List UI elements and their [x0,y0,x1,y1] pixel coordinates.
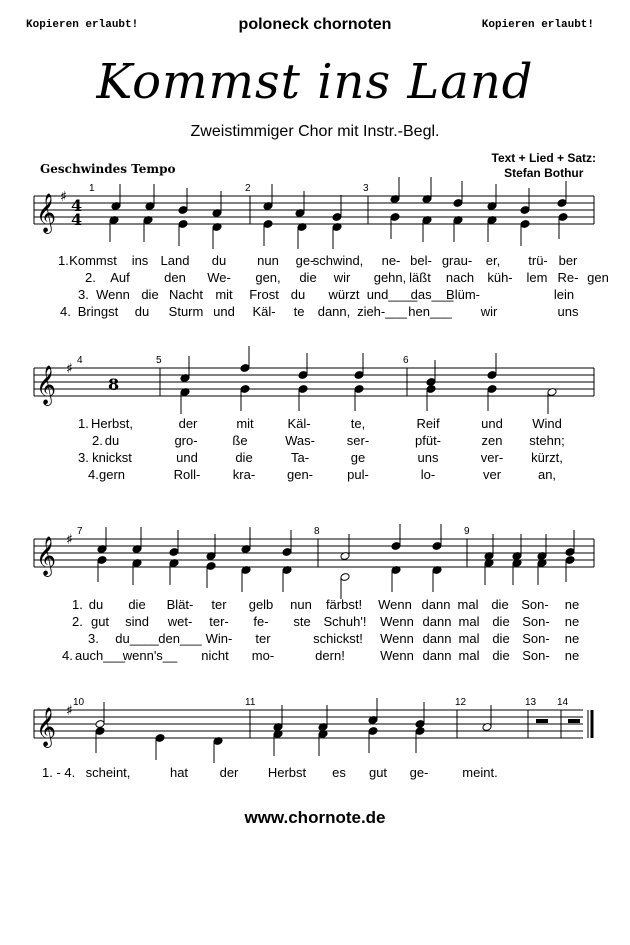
lyric-syllable: die [299,270,317,285]
lyric-syllable: gehn, [373,270,407,285]
publisher-name: poloneck chornoten [238,16,392,33]
verse-number: 2. [85,270,96,285]
lyric-syllable: dann, [317,304,351,319]
song-title: Kommst ins Land [96,54,534,110]
verse-number: 4. [62,648,73,663]
sharp-icon: ♯ [60,189,67,205]
verse-number: 3. [88,631,99,646]
lyric-syllable: Herbst [267,765,307,780]
time-signature-top: 4 [71,196,83,215]
lyric-syllable: pul- [347,467,369,482]
lyric-syllable: färbst! [325,597,363,612]
lyric-syllable: ter- [209,614,229,629]
lyric-syllable: nicht [201,648,229,663]
sharp-icon: ♯ [66,532,73,548]
lyric-syllable: gern [98,467,126,482]
lyric-syllable: dann [422,631,452,646]
lyric-syllable: hat [169,765,189,780]
lyric-syllable: ne- [381,253,401,268]
lyric-line [0,597,630,613]
verse-number: 4. [88,467,99,482]
lyric-syllable: ber [558,253,578,268]
lyric-syllable: mal [458,614,480,629]
lyric-syllable: du [88,597,104,612]
lyric-syllable: dann [421,597,451,612]
lyric-syllable: dern! [315,648,345,663]
lyric-syllable: Wenn [380,648,414,663]
lyric-syllable: gro- [174,433,198,448]
lyric-line [0,648,630,664]
treble-clef-icon: 𝄞 [36,536,57,576]
lyric-syllable: hen___ [408,304,452,319]
lyric-syllable: te, [350,416,366,431]
sharp-icon: ♯ [66,703,73,719]
lyric-syllable: Son- [522,631,550,646]
lyric-syllable: die [492,648,510,663]
lyric-syllable: Wenn [378,597,412,612]
lyric-syllable: ge- [409,765,429,780]
lyric-syllable: und____ [366,287,418,302]
lyric-line [0,416,630,432]
lyric-syllable: gut [90,614,110,629]
lyric-syllable: Sturm [168,304,204,319]
lyric-line [0,270,630,286]
lyric-syllable: Wenn [380,614,414,629]
treble-clef-icon: 𝄞 [36,365,57,405]
bar-number: 9 [464,526,470,537]
lyric-syllable: den [164,270,186,285]
bar-number: 7 [77,526,83,537]
lyric-syllable: und [481,416,503,431]
lyric-syllable: ge [350,450,366,465]
lyric-syllable: lo- [420,467,436,482]
lyric-syllable: wir [480,304,498,319]
lyric-syllable: Wind [532,416,562,431]
lyric-syllable: nun [257,253,279,268]
lyric-line [0,253,630,269]
lyric-syllable: mo- [251,648,275,663]
lyric-syllable: te [293,304,305,319]
lyric-line [0,304,630,320]
lyric-syllable: Son- [521,597,549,612]
lyric-syllable: mal [458,631,480,646]
lyric-syllable: die [235,450,253,465]
treble-clef-icon: 𝄞 [36,193,57,233]
credit-line-2: Stefan Bothur [504,166,584,180]
lyric-syllable: schickst! [313,631,363,646]
lyric-syllable: lein [553,287,575,302]
lyric-syllable: gut [368,765,388,780]
lyric-syllable: du [104,433,120,448]
lyric-syllable: Land [160,253,190,268]
lyric-syllable: die [491,597,509,612]
lyric-syllable: knickst [92,450,132,465]
lyric-syllable: wenn's__ [122,648,178,663]
bar-number: 13 [525,697,537,708]
lyric-syllable: lem [526,270,548,285]
credit-line-1: Text + Lied + Satz: [491,151,596,165]
lyric-syllable: die [141,287,159,302]
bar-number: 1 [89,183,95,194]
lyric-syllable: scheint, [85,765,131,780]
lyric-syllable: ste [293,614,311,629]
lyric-syllable: gen- [286,467,314,482]
lyric-syllable: wet- [167,614,193,629]
bar-number: 5 [156,355,162,366]
lyric-syllable: Blät- [166,597,194,612]
lyric-syllable: Bringst [77,304,119,319]
bar-number: 2 [245,183,251,194]
lyric-syllable: Win- [205,631,233,646]
bar-number: 3 [363,183,369,194]
song-subtitle: Zweistimmiger Chor mit Instr.-Begl. [190,123,440,140]
lyric-syllable: die [128,597,146,612]
lyric-syllable: gelb [248,597,274,612]
lyric-syllable: würzt [328,287,360,302]
treble-clef-icon: 𝄞 [36,707,57,747]
lyric-syllable: das___ [410,287,454,302]
lyric-syllable: kürzt, [531,450,563,465]
lyric-syllable: läßt [409,270,431,285]
lyric-syllable: wir [333,270,351,285]
whole-rest-icon [536,719,548,723]
lyric-syllable: Schuh'! [323,614,367,629]
copy-permitted-right: Kopieren erlaubt! [481,19,594,31]
lyric-syllable: gen, [255,270,281,285]
lyric-syllable: ne [564,648,580,663]
lyric-syllable: ver [482,467,502,482]
lyric-syllable: ge- [295,253,315,268]
bar-number: 8 [314,526,320,537]
tempo-marking: Geschwindes Tempo [40,162,176,176]
lyric-syllable: Käl- [252,304,276,319]
lyric-syllable: ne [564,614,580,629]
lyric-syllable: mal [458,648,480,663]
lyric-syllable: Kommst [69,253,117,268]
lyric-syllable: den___ [158,631,202,646]
lyric-syllable: mit [236,416,254,431]
verse-number: 1. - 4. [42,765,76,780]
lyric-line [0,450,630,466]
lyric-syllable: du____ [115,631,159,646]
lyric-syllable: kra- [232,467,256,482]
lyric-syllable: Roll- [173,467,201,482]
verse-number: 4. [60,304,71,319]
lyric-syllable: es [332,765,346,780]
lyric-syllable: Re- [557,270,579,285]
lyric-syllable: Frost [249,287,279,302]
verse-number: 3. [78,287,89,302]
lyric-syllable: dann [422,614,452,629]
lyric-line [0,765,630,781]
lyric-syllable: der [219,765,239,780]
bar-number: 12 [455,697,467,708]
lyric-syllable: nach [445,270,475,285]
measure-count-icon: 8 [108,375,120,394]
lyric-syllable: Blüm- [446,287,480,302]
lyric-syllable: pfüt- [414,433,442,448]
lyric-syllable: gen [587,270,609,285]
lyric-syllable: küh- [487,270,513,285]
lyric-syllable: uns [557,304,579,319]
lyric-line [0,614,630,630]
lyric-syllable: ne [564,631,580,646]
verse-number: 2. [92,433,103,448]
lyric-syllable: Auf [110,270,130,285]
lyric-syllable: mal [457,597,479,612]
bar-number: 11 [245,697,256,708]
lyric-syllable: bel- [410,253,432,268]
lyric-syllable: schwind, [312,253,364,268]
bar-number: 4 [77,355,83,366]
lyric-syllable: Nacht [169,287,203,302]
lyric-syllable: die [492,631,510,646]
lyric-syllable: und [213,304,235,319]
lyric-syllable: du [290,287,306,302]
lyric-syllable: du [211,253,227,268]
lyric-syllable: mit [215,287,233,302]
lyric-syllable: trü- [528,253,548,268]
lyric-syllable: grau- [441,253,473,268]
sharp-icon: ♯ [66,361,73,377]
lyric-line [0,467,630,483]
lyric-syllable: stehn; [529,433,565,448]
lyric-syllable: der [178,416,198,431]
lyric-line [0,631,630,647]
bar-number: 6 [403,355,409,366]
lyric-syllable: und [176,450,198,465]
lyric-syllable: Wenn [96,287,130,302]
time-signature-bottom: 4 [71,210,83,229]
lyric-syllable: nun [290,597,312,612]
lyric-syllable: du [134,304,150,319]
lyric-syllable: Son- [522,614,550,629]
lyric-line [0,433,630,449]
copy-permitted-left: Kopieren erlaubt! [26,19,139,31]
lyric-syllable: Son- [522,648,550,663]
lyric-syllable: dann [422,648,452,663]
verse-number: 1. [78,416,89,431]
lyric-syllable: zen [481,433,503,448]
lyric-syllable: Ta- [290,450,310,465]
lyric-syllable: Wenn [380,631,414,646]
whole-rest-icon [568,719,580,723]
lyric-syllable: sind [125,614,149,629]
lyric-syllable: ne [564,597,580,612]
lyric-syllable: meint. [462,765,498,780]
lyric-syllable: Was- [285,433,315,448]
website-footer: www.chornote.de [244,808,386,827]
lyric-syllable: ter [211,597,227,612]
lyric-syllable: Käl- [287,416,311,431]
lyric-syllable: fe- [253,614,269,629]
verse-number: 2. [72,614,83,629]
lyric-syllable: zieh-___ [357,304,407,319]
bar-number: 10 [73,697,85,708]
lyric-syllable: We- [207,270,231,285]
lyric-syllable: Herbst, [91,416,133,431]
lyric-syllable: an, [537,467,557,482]
lyric-syllable: Reif [416,416,440,431]
verse-number: 3. [78,450,89,465]
lyric-syllable: auch___ [75,648,125,663]
lyric-syllable: ins [131,253,149,268]
lyric-syllable: die [492,614,510,629]
bar-number: 14 [557,697,569,708]
lyric-syllable: ter [255,631,271,646]
lyric-line [0,287,630,303]
verse-number: 1. [58,253,69,268]
lyric-syllable: uns [417,450,439,465]
lyric-syllable: ver- [480,450,504,465]
lyric-syllable: er, [485,253,501,268]
verse-number: 1. [72,597,83,612]
lyric-syllable: ser- [346,433,370,448]
lyric-syllable: ße [232,433,248,448]
